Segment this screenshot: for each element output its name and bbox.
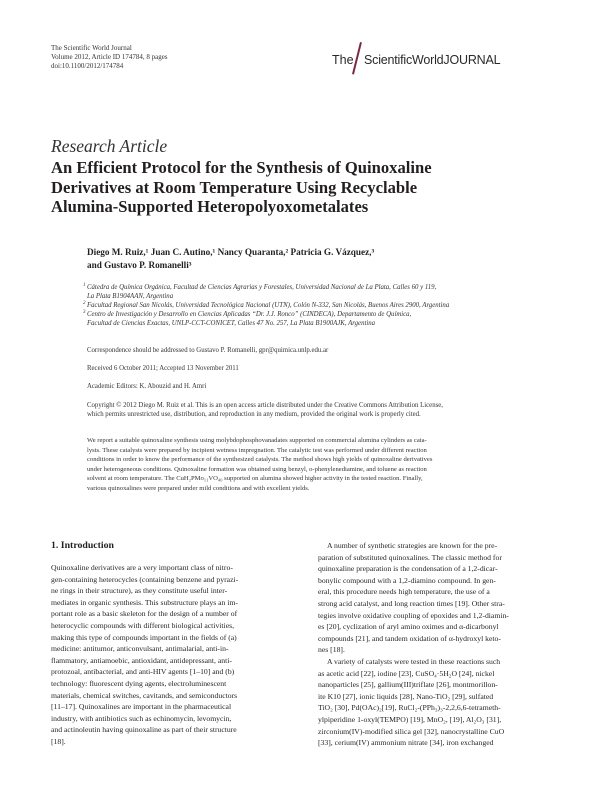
body-line: [11–17]. Quinoxalines are important in the pharmaceutical xyxy=(51,702,232,712)
correspondence: Correspondence should be addressed to Gustavo P. Romanelli, gpr@quimica.unlp.edu.ar xyxy=(87,347,329,354)
left-column xyxy=(51,562,291,748)
title-line: An Efficient Protocol for the Synthesis of Quinoxaline xyxy=(51,158,432,177)
abstract-line: lysts. These catalysts were prepared by incipient wetness impregnation. The catalytic test was performed under different reaction xyxy=(87,446,427,454)
body-line: technology: fluorescent dying agents, electroluminescent xyxy=(51,678,227,688)
journal-logo xyxy=(332,42,552,78)
authors-line: and Gustavo P. Romanelli³ xyxy=(87,260,192,270)
article-title xyxy=(51,158,551,217)
journal-doi: doi:10.1100/2012/174784 xyxy=(51,62,124,71)
body-line: strong acid catalyst, and long reaction times [19]. Other stra- xyxy=(318,598,505,608)
body-line: zirconium(IV)-modified silica gel [32], nanocrystalline CuO xyxy=(318,726,505,736)
authors-line: Diego M. Ruiz,¹ Juan C. Autino,¹ Nancy Quaranta,² Patricia G. Vázquez,³ xyxy=(87,247,375,257)
body-line: tegies involve oxidative coupling of epoxides and 1,2-diamin- xyxy=(318,610,509,620)
body-line: industry, with antibiotics such as echinomycin, levomycin, xyxy=(51,713,232,723)
body-line: ite K10 [27], ionic liquids [28], Nano-TiO₂ [29], sulfated xyxy=(318,691,494,701)
body-line: TiO₂ [30], Pd(OAc)₂[19], RuCl₂-(PPh₃)₃-2,2,6,6-tetrameth- xyxy=(318,703,501,713)
right-column-paragraph-1 xyxy=(318,540,554,656)
logo-text: ScientificWorldJOURNAL xyxy=(364,53,501,67)
received-dates: Received 6 October 2011; Accepted 13 November 2011 xyxy=(87,365,239,372)
body-line: nes [18]. xyxy=(318,645,345,655)
abstract xyxy=(87,436,555,494)
body-line: [33], cerium(IV) ammonium nitrate [34], iron exchanged xyxy=(318,738,494,748)
body-line: A number of synthetic strategies are known for the pre- xyxy=(327,541,498,550)
body-line: A variety of catalysts were tested in these reactions such xyxy=(327,657,501,666)
body-line: materials, chemical switches, cavitands, and semiconductors xyxy=(51,690,238,700)
journal-name: The Scientific World Journal xyxy=(51,44,132,52)
abstract-line: various quinoxalines were prepared under mild conditions and with excellent yields. xyxy=(87,484,310,492)
section-heading: 1. Introduction xyxy=(51,540,114,551)
body-line: flammatory, antiamoebic, antioxidant, antidepressant, anti- xyxy=(51,655,232,665)
abstract-line: solvent at room temperature. The CuH₂PMo₁₁VO₄₀ supported on alumina showed higher activity in the tested reaction. Finally, xyxy=(87,475,423,483)
body-line: medicine: antitumor, anticonvulsant, antimalarial, anti-in- xyxy=(51,644,229,654)
right-column-paragraph-2 xyxy=(318,656,554,749)
body-line: and actinoleutin having quinoxaline as part of their structure xyxy=(51,725,237,735)
body-line: nanoparticles [25], gallium(III)triflate [26], montmorillon- xyxy=(318,680,498,690)
body-line: mediates in organic synthesis. This substructure plays an im- xyxy=(51,597,238,607)
body-line: Quinoxaline derivatives are a very important class of nitro- xyxy=(51,563,233,572)
body-line: ne rings in their structure), as they constitute useful inter- xyxy=(51,586,228,596)
copyright: Copyright © 2012 Diego M. Ruiz et al. This is an open access article distributed under the Creative Commons Attribution License, which permits unrestricted use, distribution, and reproduction in any medium, provided the original work is properly cited. xyxy=(87,402,443,418)
article-type: Research Article xyxy=(51,136,168,156)
abstract-line: conditions in order to know the performance of the synthesized catalysts. The method shows high yields of quinoxaline derivatives xyxy=(87,456,433,464)
body-line: bonylic compound with a 1,2-diamino compound. In gen- xyxy=(318,575,496,585)
body-line: [18]. xyxy=(51,736,66,746)
journal-citation xyxy=(51,44,168,72)
body-line: es [20], cyclization of aryl amino oximes and α-dicarbonyl xyxy=(318,622,499,632)
body-line: compounds [21], and tandem oxidation of α-hydroxyl keto- xyxy=(318,633,501,643)
title-line: Derivatives at Room Temperature Using Recyclable xyxy=(51,177,418,197)
body-line: gen-containing heterocycles (containing benzene and pyrazi- xyxy=(51,574,239,584)
journal-volume: Volume 2012, Article ID 174784, 8 pages xyxy=(51,53,168,62)
affiliation-3-cont: Facultad de Ciencias Exactas, UNLP-CCT-CONICET, Calles 47 No. 257, La Plata B1900AJK, Argentina xyxy=(87,320,376,327)
body-line: paration of substituted quinoxalines. The classic method for xyxy=(318,552,502,562)
abstract-line: We report a suitable quinoxaline synthesis using molybdophosphovanadates supported on commercial alumina cylinders as cata- xyxy=(87,437,427,444)
body-line: making this type of compounds important in the fields of (a) xyxy=(51,632,237,642)
affiliation-2: 2 Facultad Regional San Nicolás, Universidad Tecnológica Nacional (UTN), Colón N-332, San Nicolás, Buenos Aires 2900, Argentina xyxy=(83,301,450,309)
affiliation-3: 3 Centro de Investigación y Desarrollo en Ciencias Aplicadas “Dr. J.J. Ronco” (CINDECA), Departamento de Química, xyxy=(83,310,412,318)
abstract-line: under heterogeneous conditions. Quinoxaline formation was obtained using benzyl, o-phenylenediamine, and toluene as reaction xyxy=(87,465,427,473)
affiliation-1: 1 Cátedra de Química Orgánica, Facultad de Ciencias Agrarias y Forestales, Universidad Nacional de La Plata, Calles 60 y 119, xyxy=(83,283,437,291)
logo-prefix: The xyxy=(332,53,354,67)
affiliation-1-cont: La Plata B1904AAN, Argentina xyxy=(87,293,174,300)
body-line: as acetic acid [22], iodine [23], CuSO₄·5H₂O [24], nickel xyxy=(318,668,495,678)
academic-editors: Academic Editors: K. Abouzid and H. Amri xyxy=(87,383,207,390)
body-line: heterocyclic compounds with different biological activities, xyxy=(51,620,235,630)
body-line: protozoal, antibacterial, and anti-HIV agents [1–10] and (b) xyxy=(51,667,235,677)
body-line: ylpiperidine 1-oxyl(TEMPO) [19], MnO₂, [19], Al₂O₃ [31], xyxy=(318,714,502,724)
title-line: Alumina-Supported Heteropolyoxometalates xyxy=(51,197,369,216)
body-line: eral, this procedure needs high temperature, the use of a xyxy=(318,587,490,597)
body-line: quinoxaline preparation is the condensation of a 1,2-dicar- xyxy=(318,564,498,574)
author-list xyxy=(87,246,374,272)
body-line: portant role as a basic skeleton for the design of a number of xyxy=(51,609,238,619)
affiliations xyxy=(83,283,557,328)
